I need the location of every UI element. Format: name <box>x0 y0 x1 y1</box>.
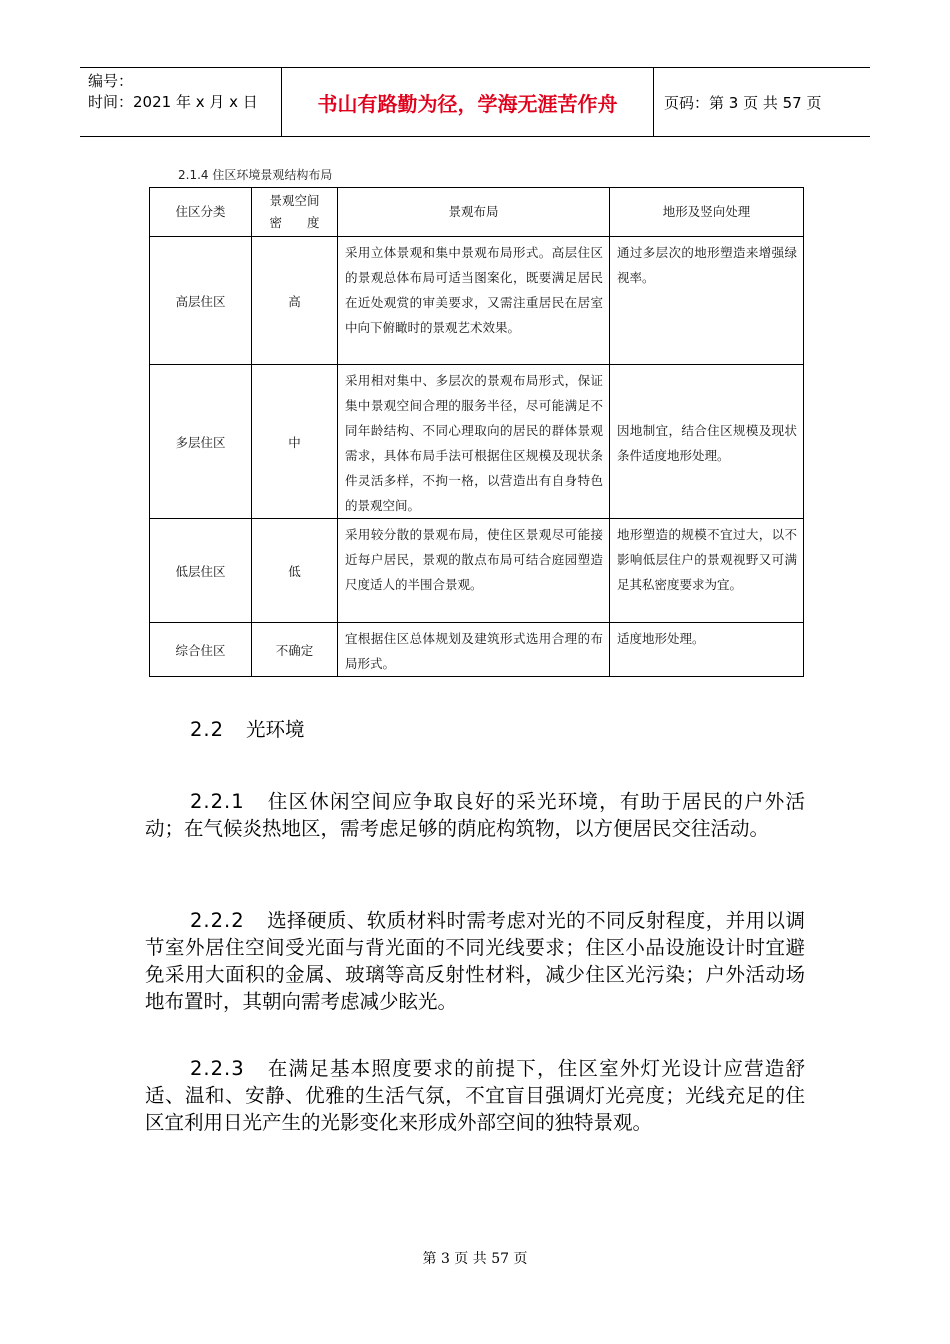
table-header-cell: 景观布局 <box>338 188 610 237</box>
header-motto-cell <box>282 68 654 136</box>
table-cell: 地形塑造的规模不宜过大，以不影响低层住户的景观视野又可满足其私密度要求为宜。 <box>610 519 804 623</box>
table-row <box>150 365 804 519</box>
table-row <box>150 519 804 623</box>
table-cell: 高层住区 <box>150 237 252 365</box>
table-cell: 高 <box>252 237 338 365</box>
table-row <box>150 237 804 365</box>
table-cell <box>610 365 804 519</box>
table-cell: 适度地形处理。 <box>610 623 804 677</box>
clause-number: 2.2.1 <box>190 790 245 813</box>
table-header-cell: 住区分类 <box>150 188 252 237</box>
table-cell: 低层住区 <box>150 519 252 623</box>
header-meta <box>80 68 282 136</box>
table-cell: 采用较分散的景观布局，使住区景观尽可能接近每户居民，景观的散点布局可结合庭园塑造尺度适人的半围合景观。 <box>338 519 610 623</box>
header-motto: 书山有路勤为径，学海无涯苦作舟 <box>317 91 618 116</box>
paragraph <box>145 1055 805 1136</box>
table-caption: 2.1.4 住区环境景观结构布局 <box>178 168 333 182</box>
doc-date-label: 时间：2021 年 x 月 x 日 <box>88 93 258 111</box>
section-title: 光环境 <box>246 718 305 741</box>
table-cell: 采用相对集中、多层次的景观布局形式，保证集中景观空间合理的服务半径，尽可能满足不同年龄结构、不同心理取向的居民的群体景观需求，具体布局手法可根据住区规模及现状条件灵活多样，不拘一格，以营造出有自身特色的景观空间。 <box>338 365 610 519</box>
table-header-row <box>150 188 804 237</box>
table-header-density: 景观空间 密 度 <box>269 193 320 230</box>
table-cell-text: 因地制宜，结合住区规模及现状条件适度地形处理。 <box>617 423 797 463</box>
header-page-label: 页码：第 3 页 共 57 页 <box>664 93 822 112</box>
section-heading <box>190 714 305 742</box>
section-number: 2.2 <box>190 718 225 741</box>
table-cell: 不确定 <box>252 623 338 677</box>
clause-text: 在满足基本照度要求的前提下，住区室外灯光设计应营造舒适、温和、安静、优雅的生活气氛，不宜盲目强调灯光亮度；光线充足的住区宜利用日光产生的光影变化来形成外部空间的独特景观。 <box>145 1057 805 1134</box>
table-cell: 通过多层次的地形塑造来增强绿视率。 <box>610 237 804 365</box>
page-header <box>80 67 870 137</box>
table-cell: 多层住区 <box>150 365 252 519</box>
table-cell: 采用立体景观和集中景观布局形式。高层住区的景观总体布局可适当图案化，既要满足居民在近处观赏的审美要求，又需注重居民在居室中向下俯瞰时的景观艺术效果。 <box>338 237 610 365</box>
clause-text: 选择硬质、软质材料时需考虑对光的不同反射程度，并用以调节室外居住空间受光面与背光面的不同光线要求；住区小品设施设计时宜避免采用大面积的金属、玻璃等高反射性材料，减少住区光污染；户外活动场地布置时，其朝向需考虑减少眩光。 <box>145 909 805 1013</box>
table-cell: 综合住区 <box>150 623 252 677</box>
table-header-cell: 地形及竖向处理 <box>610 188 804 237</box>
header-page-cell <box>654 68 870 136</box>
table-cell: 宜根据住区总体规划及建筑形式选用合理的布局形式。 <box>338 623 610 677</box>
clause-number: 2.2.2 <box>190 909 245 932</box>
page-footer: 第 3 页 共 57 页 <box>422 1251 528 1267</box>
paragraph <box>145 907 805 1015</box>
table-cell: 低 <box>252 519 338 623</box>
landscape-table-figure <box>147 160 804 671</box>
doc-number-label: 编号： <box>88 72 134 90</box>
table-row <box>150 623 804 677</box>
landscape-structure-table <box>149 187 804 677</box>
table-header-cell <box>252 188 338 237</box>
table-cell: 中 <box>252 365 338 519</box>
clause-text: 住区休闲空间应争取良好的采光环境，有助于居民的户外活动；在气候炎热地区，需考虑足够的荫庇构筑物，以方便居民交往活动。 <box>145 790 805 840</box>
clause-number: 2.2.3 <box>190 1057 245 1080</box>
paragraph <box>145 788 805 842</box>
